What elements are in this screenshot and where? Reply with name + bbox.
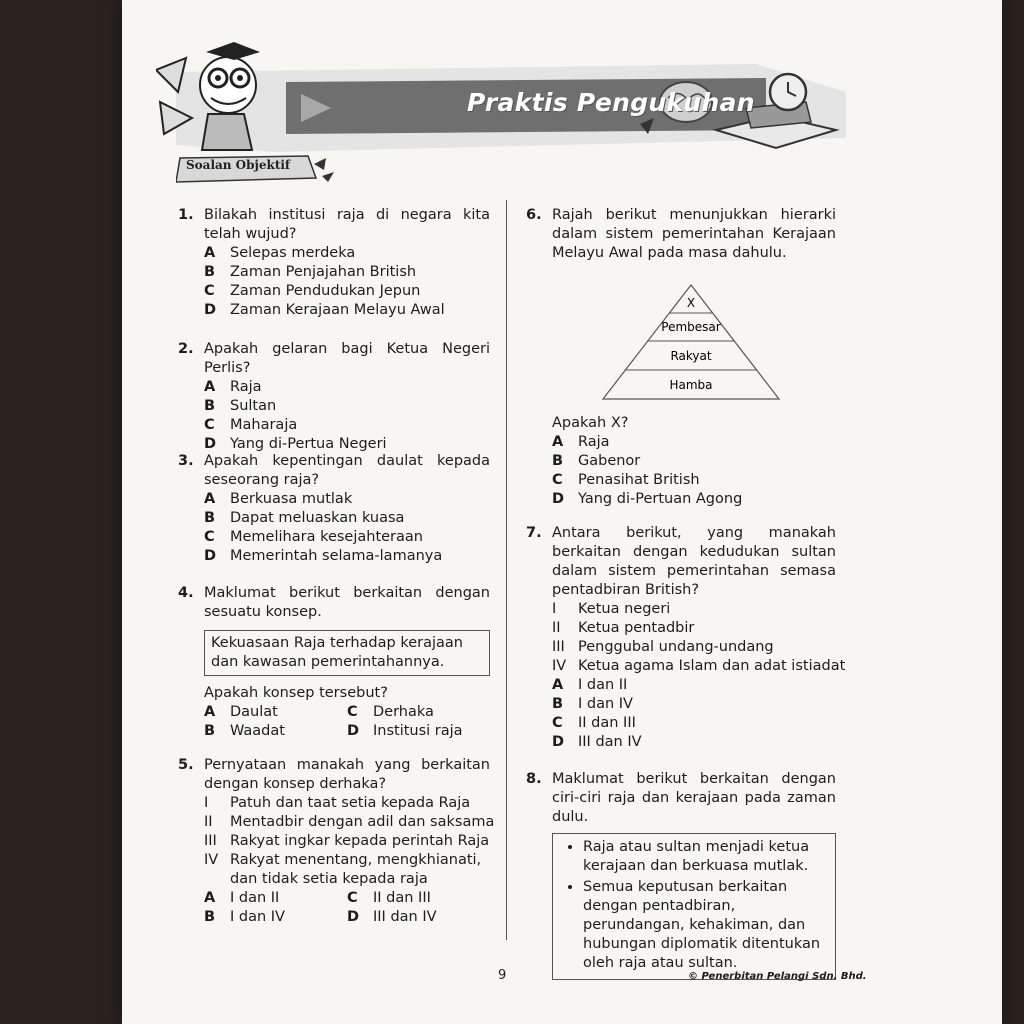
question-text: Antara berikut, yang manakah berkaitan dengan kedudukan sultan dalam sistem pemerintahan semasa pentadbiran British? xyxy=(552,525,836,598)
option: A Daulat xyxy=(204,704,278,720)
page-number: 9 xyxy=(498,968,507,983)
question-text: Apakah gelaran bagi Ketua Negeri Perlis? xyxy=(204,341,490,376)
statement: dan tidak setia kepada raja xyxy=(230,871,428,887)
hierarchy-pyramid xyxy=(601,283,781,403)
statement: II Mentadbir dengan adil dan saksama xyxy=(204,814,495,830)
question-text: Pernyataan manakah yang berkaitan dengan konsep derhaka? xyxy=(204,757,490,792)
question-text: Apakah kepentingan daulat kepada seseorang raja? xyxy=(204,453,490,488)
bullet-item: • Semua keputusan berkaitan dengan pentadbiran, perundangan, kehakiman, dan hubungan diplomatik ditentukan oleh raja atau sultan. xyxy=(583,878,827,973)
question-text: Maklumat berikut berkaitan dengan ciri-ciri raja dan kerajaan pada zaman dulu. xyxy=(552,771,836,825)
pyramid-level: Rakyat xyxy=(670,349,712,363)
question-ask: Apakah konsep tersebut? xyxy=(204,685,388,701)
bullet-item: • Raja atau sultan menjadi ketua kerajaan dan berkuasa mutlak. xyxy=(583,838,827,876)
pyramid-level: X xyxy=(686,296,696,310)
option: C II dan III xyxy=(552,715,636,731)
option: A I dan II xyxy=(204,890,280,906)
statement: IV Ketua agama Islam dan adat istiadat xyxy=(552,658,846,674)
option: D III dan IV xyxy=(552,734,642,750)
workbook-page xyxy=(122,0,1002,1024)
alarm-clock-icon xyxy=(770,74,806,110)
option: C Memelihara kesejahteraan xyxy=(204,529,423,545)
copyright-notice: © Penerbitan Pelangi Sdn. Bhd. xyxy=(688,971,867,982)
statement: IV Rakyat menentang, mengkhianati, xyxy=(204,852,482,868)
option: C Derhaka xyxy=(347,704,434,720)
option: A Raja xyxy=(204,379,262,395)
option: A I dan II xyxy=(552,677,628,693)
question-text: Maklumat berikut berkaitan dengan sesuatu konsep. xyxy=(204,585,490,620)
info-box: Kekuasaan Raja terhadap kerajaan dan kawasan pemerintahannya. xyxy=(204,630,490,676)
option: B Gabenor xyxy=(552,453,641,469)
question-text: Bilakah institusi raja di negara kita telah wujud? xyxy=(204,207,490,242)
option: A Berkuasa mutlak xyxy=(204,491,353,507)
question-6: 6. Rajah berikut menunjukkan hierarki dalam sistem pemerintahan Kerajaan Melayu Awal pada masa dahulu. xyxy=(526,207,836,261)
question-6-options xyxy=(526,414,836,509)
statement: I Ketua negeri xyxy=(552,601,671,617)
option: B I dan IV xyxy=(204,909,285,925)
pyramid-level: Hamba xyxy=(669,378,713,392)
info-box xyxy=(552,833,836,980)
option: B I dan IV xyxy=(552,696,633,712)
option: B Sultan xyxy=(204,398,277,414)
statement: II Ketua pentadbir xyxy=(552,620,695,636)
option: A Raja xyxy=(552,434,610,450)
pyramid-level: Pembesar xyxy=(661,320,721,334)
option: A Selepas merdeka xyxy=(204,245,356,261)
cartoon-mascot-icon xyxy=(156,42,260,150)
option: B Dapat meluaskan kuasa xyxy=(204,510,405,526)
section-label: Soalan Objektif xyxy=(186,158,291,172)
question-8: 8. Maklumat berikut berkaitan dengan ciri-ciri raja dan kerajaan pada zaman dulu. • Raja atau sultan menjadi ketua kerajaan dan berkuasa mutlak. • Semua keputusan berkaitan dengan pentadbiran, perundangan, kehakiman, dan hubungan diplomatik ditentukan oleh raja atau sultan. xyxy=(526,770,836,988)
statement: I Patuh dan taat setia kepada Raja xyxy=(204,795,471,811)
option: B Zaman Penjajahan British xyxy=(204,264,417,280)
question-3: 3. Apakah kepentingan daulat kepada seseorang raja? A Berkuasa mutlak B Dapat meluaskan kuasa C Memelihara kesejahteraan D Memerintah selama-lamanya xyxy=(178,453,490,564)
option: D III dan IV xyxy=(347,909,437,925)
option: C Penasihat British xyxy=(552,472,700,488)
option: D Institusi raja xyxy=(347,723,463,739)
question-ask: Apakah X? xyxy=(552,415,629,431)
statement: III Rakyat ingkar kepada perintah Raja xyxy=(204,833,490,849)
option: D Yang di-Pertuan Agong xyxy=(552,491,743,507)
option: C Maharaja xyxy=(204,417,298,433)
option: D Memerintah selama-lamanya xyxy=(204,548,443,564)
question-2: 2. Apakah gelaran bagi Ketua Negeri Perlis? A Raja B Sultan C Maharaja D Yang di-Pertua Negeri xyxy=(178,341,490,452)
question-4: 4. Maklumat berikut berkaitan dengan sesuatu konsep. Kekuasaan Raja terhadap kerajaan dan kawasan pemerintahannya. Apakah konsep tersebut? A Daulat C Derhaka B Waadat D Institusi raja xyxy=(178,585,490,739)
question-7: 7. Antara berikut, yang manakah berkaitan dengan kedudukan sultan dalam sistem pemerintahan semasa pentadbiran British? I Ketua negeri II Ketua pentadbir III Penggubal undang-undang IV Ketua agama Islam dan adat istiadat A I dan II B I dan IV C II dan III D III dan IV xyxy=(526,525,846,750)
column-divider xyxy=(506,200,507,940)
page-title: Praktis Pengukuhan xyxy=(467,88,755,117)
option: C II dan III xyxy=(347,890,431,906)
question-text: Rajah berikut menunjukkan hierarki dalam sistem pemerintahan Kerajaan Melayu Awal pada masa dahulu. xyxy=(552,207,836,261)
option: D Zaman Kerajaan Melayu Awal xyxy=(204,302,445,318)
statement: III Penggubal undang-undang xyxy=(552,639,774,655)
option: B Waadat xyxy=(204,723,285,739)
question-5: 5. Pernyataan manakah yang berkaitan dengan konsep derhaka? I Patuh dan taat setia kepada Raja II Mentadbir dengan adil dan saksama III Rakyat ingkar kepada perintah Raja IV Rakyat menentang, mengkhianati, dan tidak setia kepada raja A I dan II C II dan III B I dan IV D III dan IV xyxy=(178,757,495,925)
question-1: 1. Bilakah institusi raja di negara kita telah wujud? A Selepas merdeka B Zaman Penjajahan British C Zaman Pendudukan Jepun D Zaman Kerajaan Melayu Awal xyxy=(178,207,490,318)
option: D Yang di-Pertua Negeri xyxy=(204,436,387,452)
option: C Zaman Pendudukan Jepun xyxy=(204,283,421,299)
